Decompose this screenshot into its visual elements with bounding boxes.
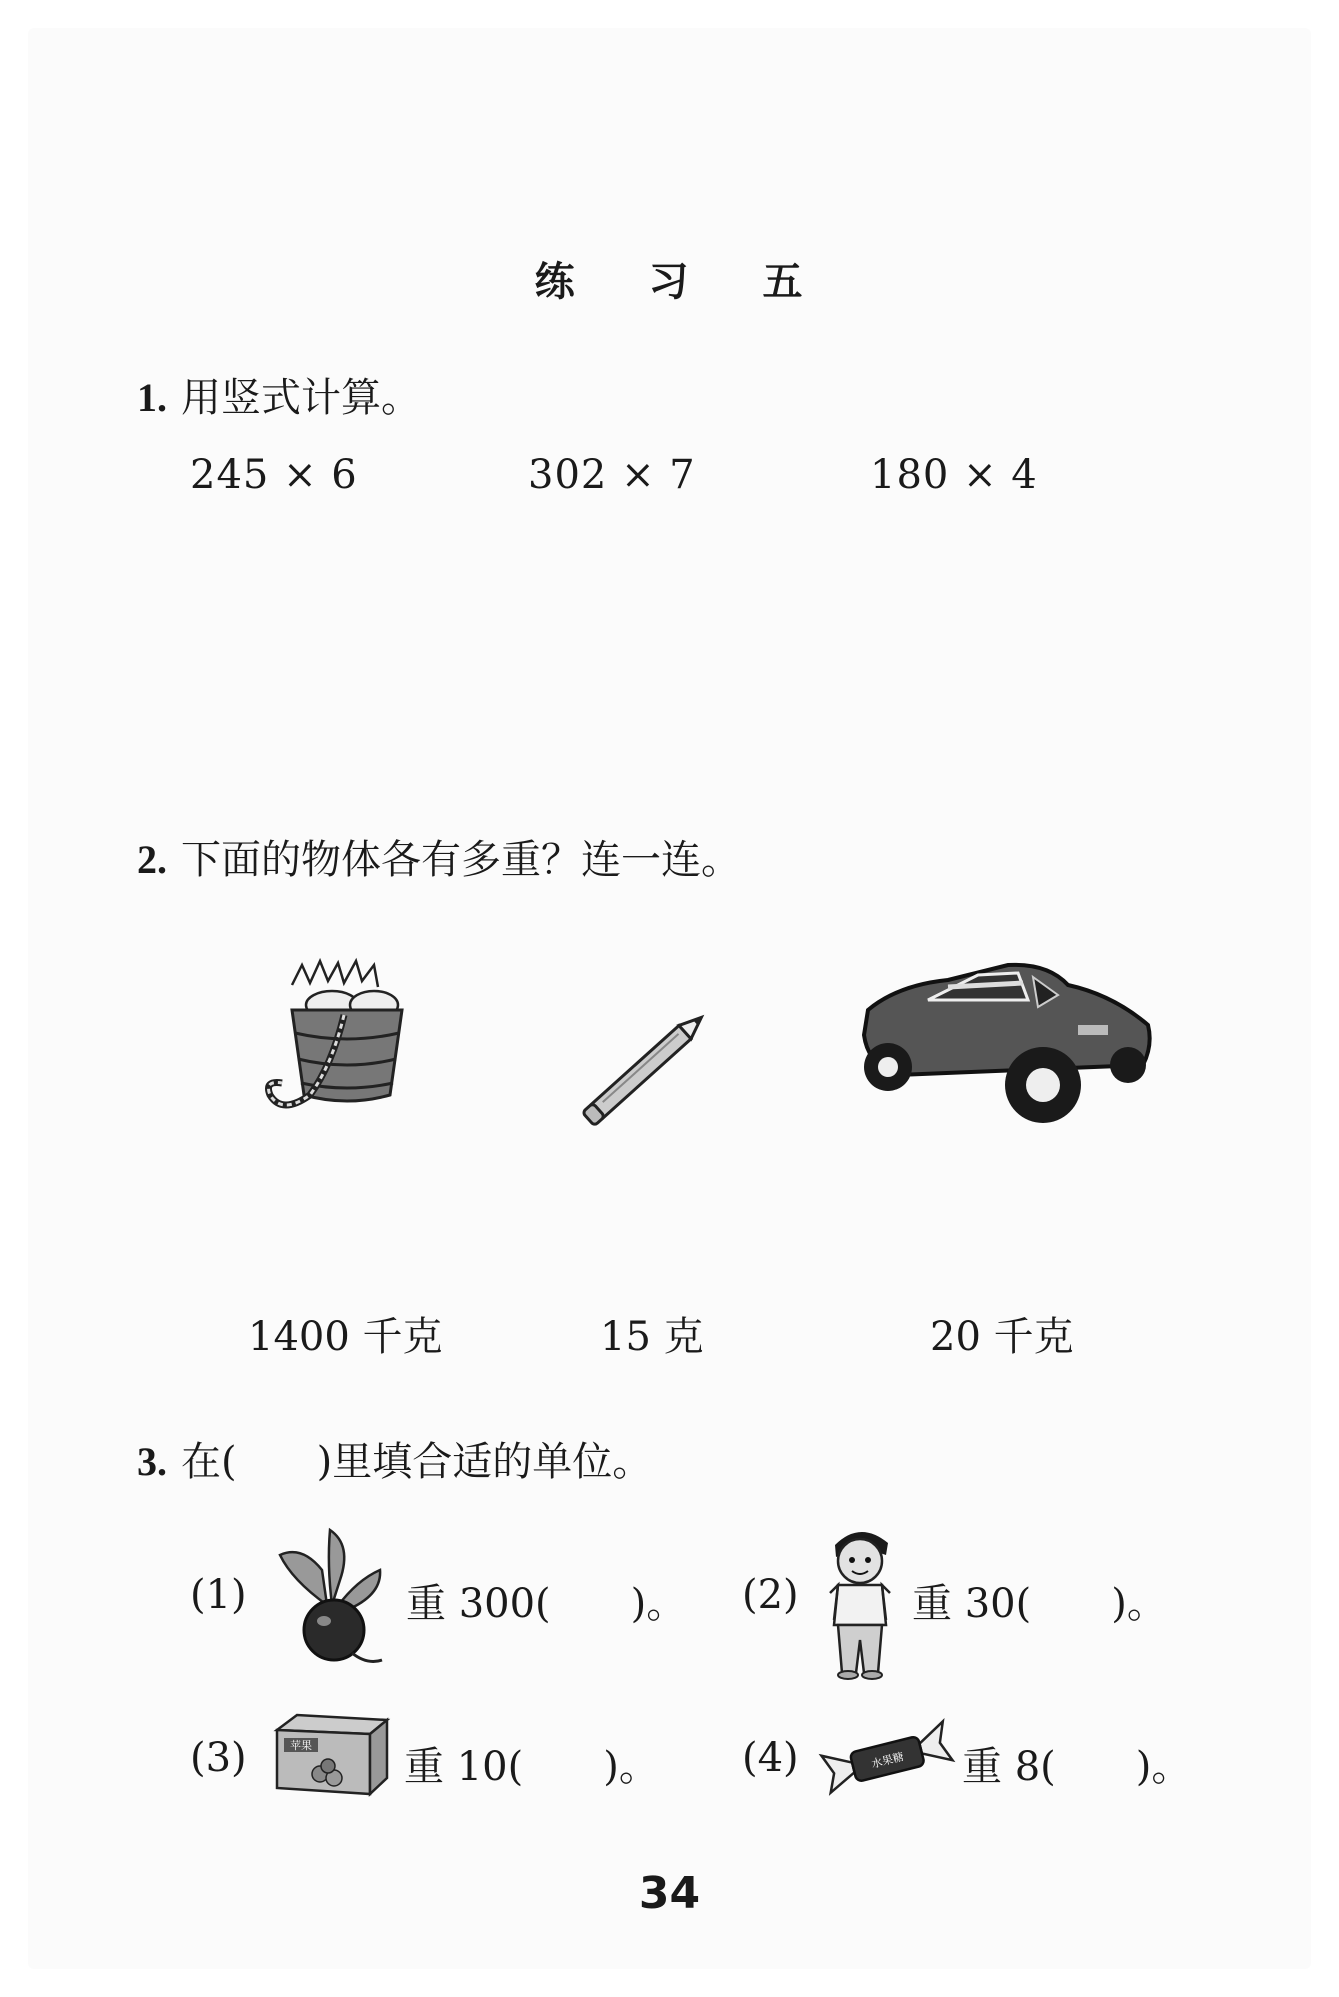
question-2-prompt: 下面的物体各有多重？连一连。 [181,837,741,883]
candy-label: 水果糖 [870,1750,906,1771]
title-char-1: 练 [534,259,577,305]
weight-option-2: 15 克 [600,1314,704,1360]
candy-icon [822,1718,952,1798]
fill-item-4-label: (4) [742,1735,799,1781]
calc-problem-2: 302 × 7 [528,452,696,498]
fill-item-4-text: 重 8( )。 [962,1744,1192,1790]
question-1-number: 1. [137,375,167,420]
question-3-number: 3. [137,1439,167,1484]
radish-icon [272,1525,392,1670]
page-number: 34 [638,1868,701,1919]
toy-car-icon [858,955,1158,1130]
question-1-prompt: 用竖式计算。 [181,375,421,421]
calc-problem-1: 245 × 6 [190,452,358,498]
fill-item-3-text: 重 10( )。 [404,1744,659,1790]
fill-item-2-label: (2) [742,1572,799,1618]
page-title [0,250,1339,307]
fruit-box-label: 苹果 [290,1739,312,1752]
fruit-box-icon [272,1712,392,1797]
question-1 [137,366,421,423]
pencil-icon [580,1000,720,1130]
fill-item-1-text: 重 300( )。 [406,1581,687,1627]
weight-option-3: 20 千克 [930,1314,1074,1360]
fill-item-3-label: (3) [190,1735,247,1781]
title-char-2: 习 [648,259,691,305]
boy-icon [820,1525,900,1680]
basket-of-radishes-icon [262,955,432,1125]
question-3 [137,1430,652,1487]
fill-item-2-text: 重 30( )。 [912,1581,1167,1627]
fill-item-1-label: (1) [190,1572,247,1618]
weight-option-1: 1400 千克 [248,1314,443,1360]
question-2-number: 2. [137,837,167,882]
question-3-prompt: 在( )里填合适的单位。 [181,1439,653,1485]
calc-problem-3: 180 × 4 [870,452,1038,498]
title-char-3: 五 [762,259,805,305]
question-2 [137,828,741,885]
